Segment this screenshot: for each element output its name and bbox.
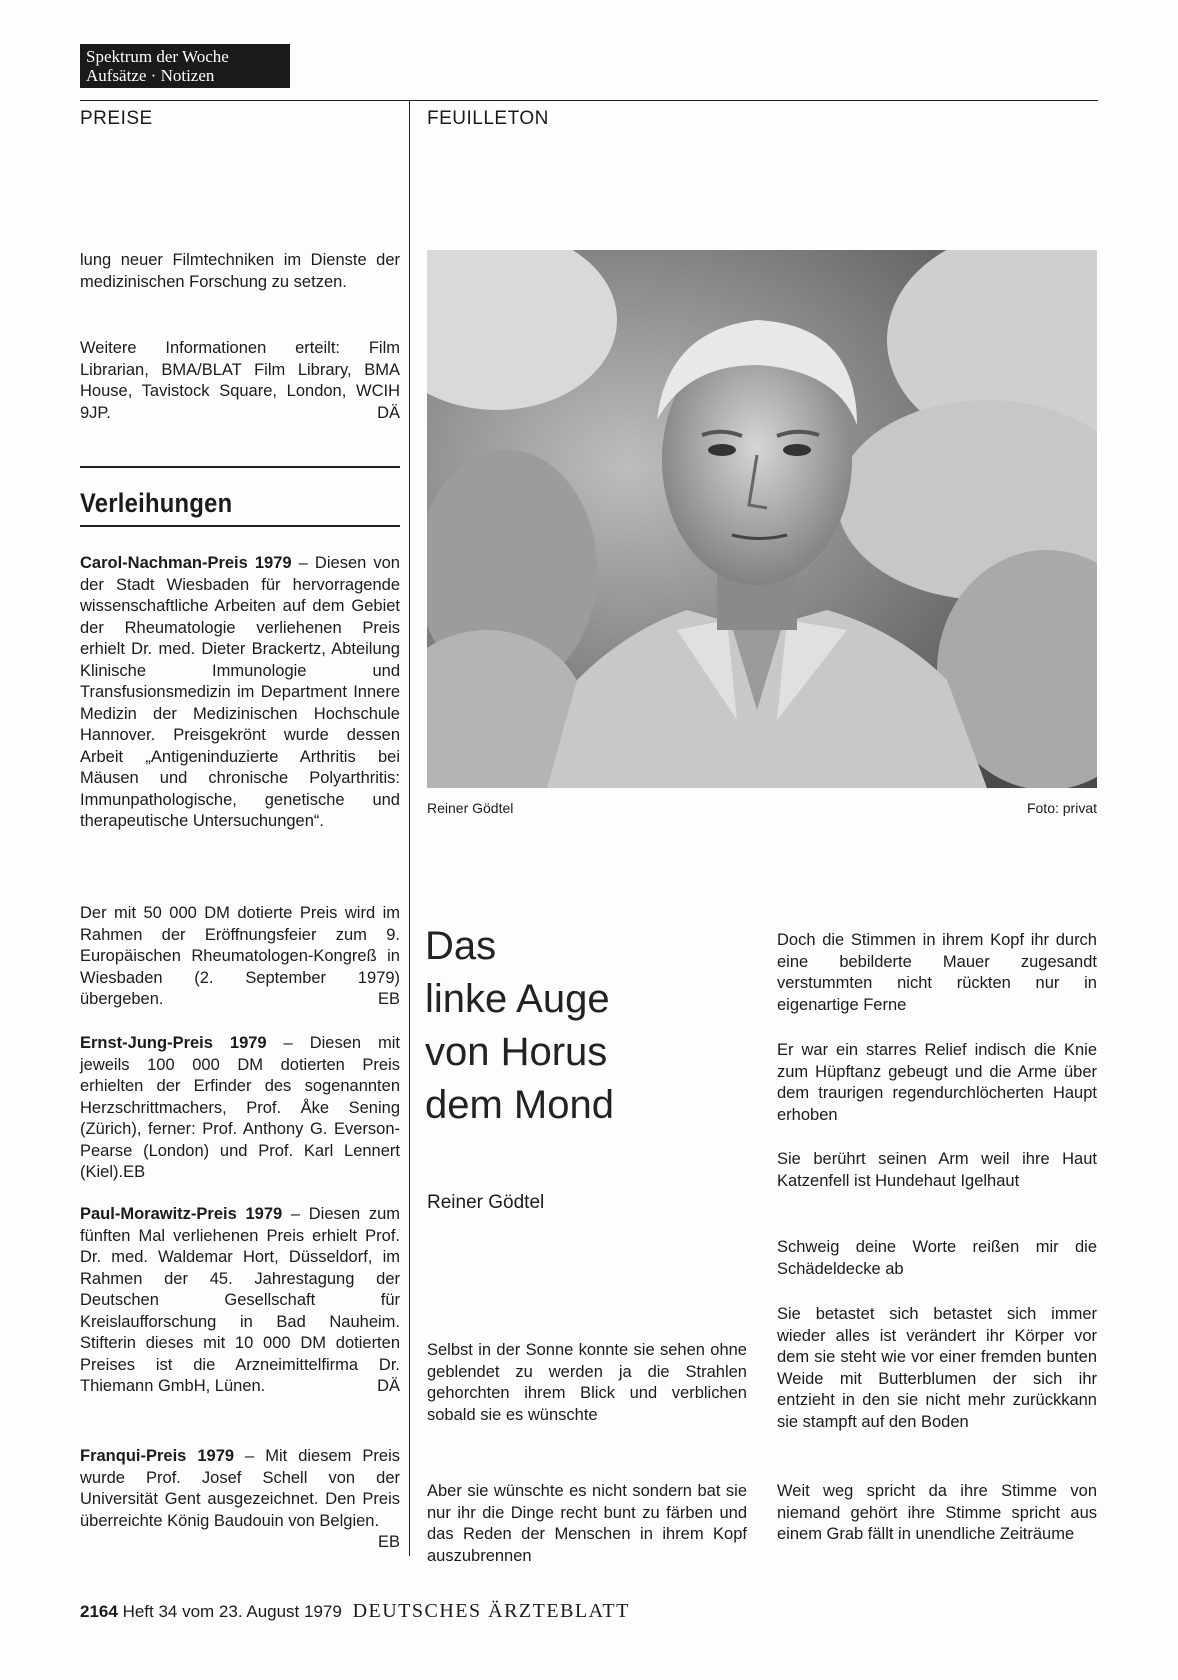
ernst-paragraph	[80, 1033, 400, 1184]
portrait-illustration	[427, 250, 1097, 788]
photo-credit: Foto: privat	[1026, 800, 1097, 816]
header-line-1: Spektrum der Woche	[86, 47, 229, 66]
verleihungen-bottom-rule	[80, 525, 400, 527]
poem-stanza: Er war ein starres Relief indisch die Knie zum Hüpftanz gebeugt und die Arme über dem traurigen regendurchlöcherten Haupt erhoben	[777, 1041, 1097, 1124]
franqui-paragraph	[80, 1446, 400, 1554]
section-label-feuilleton: FEUILLETON	[427, 108, 549, 129]
column-divider	[409, 100, 410, 1556]
page-footer	[80, 1600, 630, 1623]
poem-stanza: Aber sie wünschte es nicht sondern bat sie nur ihr die Dinge recht bunt zu färben und das Reden der Menschen in ihrem Kopf auszubrennen	[427, 1482, 747, 1565]
page-number: 2164	[80, 1602, 118, 1621]
poem-stanza: Schweig deine Worte reißen mir die Schädeldecke ab	[777, 1238, 1097, 1278]
section-header-box	[80, 44, 290, 88]
carol-paragraph	[80, 553, 400, 833]
paul-text: – Diesen zum fünften Mal verliehenen Preis erhielt Prof. Dr. med. Waldemar Hort, Düsseldorf, im Rahmen der 45. Jahrestagung der Deutschen Gesellschaft für Kreislaufforschung in Bad Nauheim. Stifterin dieses mit 10 000 DM dotierten Preises ist die Arzneimittelfirma Dr. Thiemann GmbH, Lünen.	[80, 1205, 400, 1395]
franqui-signature: EB	[377, 1533, 400, 1551]
ernst-signature: EB	[123, 1163, 146, 1181]
info-text: Weitere Informationen erteilt: Film Librarian, BMA/BLAT Film Library, BMA House, Tavistock Square, London, WCIH 9JP.	[80, 339, 400, 422]
carol-title: Carol-Nachman-Preis 1979	[80, 554, 292, 572]
paul-title: Paul-Morawitz-Preis 1979	[80, 1205, 283, 1223]
journal-name: DEUTSCHES ÄRZTEBLATT	[352, 1600, 630, 1622]
verleihungen-top-rule	[80, 466, 400, 468]
photo-caption-name: Reiner Gödtel	[427, 800, 514, 816]
carol-text: – Diesen von der Stadt Wiesbaden für hervorragende wissenschaftliche Arbeiten auf dem Gebiet der Rheumatologie verliehenen Preis erhielt Dr. med. Dieter Brackertz, Abteilung Klinische Immunologie und Transfusionsmedizin im Department Innere Medizin der Medizinischen Hochschule Hannover. Preisgekrönt wurde dessen Arbeit „Antigeninduzierte Arthritis bei Mäusen und chronische Polyarthritis: Immunpathologische, genetische und therapeutische Untersuchungen“.	[80, 554, 400, 830]
franqui-title: Franqui-Preis 1979	[80, 1447, 235, 1465]
carol-text-2: Der mit 50 000 DM dotierte Preis wird im Rahmen der Eröffnungsfeier zum 9. Europäischen Rheumatologen-Kongreß in Wiesbaden (2. September 1979) übergeben.	[80, 904, 400, 1008]
carol-signature: EB	[377, 990, 400, 1008]
poem-stanza: Sie berührt seinen Arm weil ihre Haut Katzenfell ist Hundehaut Igelhaut	[777, 1150, 1097, 1190]
poem-stanza: Sie betastet sich betastet sich immer wieder alles ist verändert ihr Körper vor dem sie steht wie vor einer fremden bunten Weide mit Butterblumen der sich ihr entzieht in den sie nicht mehr zurückkann sie stampft auf den Boden	[777, 1305, 1097, 1431]
poem-title-line-1: Das	[425, 924, 497, 968]
author-portrait-photo	[427, 250, 1097, 788]
ernst-text: – Diesen mit jeweils 100 000 DM dotierten Preis erhielten der Erfinder des sogenannten Herzschrittmachers, Prof. Åke Sening (Zürich), ferner: Prof. Anthony G. Everson-Pearse (London) und Prof. Karl Lennert (Kiel).	[80, 1034, 400, 1181]
poem-author: Reiner Gödtel	[427, 1192, 545, 1213]
issue-info: Heft 34 vom 23. August 1979	[122, 1602, 342, 1621]
franqui-text: – Mit diesem Preis wurde Prof. Josef Schell von der Universität Gent ausgezeichnet. Den Preis überreichte König Baudouin von Belgien.	[80, 1447, 400, 1530]
poem-stanza: Selbst in der Sonne konnte sie sehen ohne geblendet zu werden ja die Strahlen gehorchten ihrem Blick und verblichen sobald sie es wünschte	[427, 1341, 747, 1424]
info-paragraph	[80, 338, 400, 424]
poem-stanza: Weit weg spricht da ihre Stimme von niemand gehört ihre Stimme spricht aus einem Grab fällt in unendliche Zeiträume	[777, 1482, 1097, 1543]
paul-paragraph	[80, 1204, 400, 1398]
header-line-2: Aufsätze · Notizen	[86, 66, 215, 85]
ernst-title: Ernst-Jung-Preis 1979	[80, 1034, 267, 1052]
poem-title-line-3: von Horus	[425, 1030, 608, 1074]
poem-title-line-2: linke Auge	[425, 977, 610, 1021]
paul-signature: DÄ	[377, 1377, 400, 1395]
section-label-preise: PREISE	[80, 108, 153, 129]
poem-stanza: Doch die Stimmen in ihrem Kopf ihr durch eine bebilderte Mauer zugesandt verstummten nicht rückten nur in eigenartige Ferne	[777, 931, 1097, 1014]
verleihungen-heading: Verleihungen	[80, 488, 233, 518]
poem-title	[425, 920, 614, 1132]
carol-paragraph-2	[80, 903, 400, 1011]
top-rule	[80, 100, 1098, 101]
intro-paragraph: lung neuer Filmtechniken im Dienste der medizinischen Forschung zu setzen.	[80, 251, 400, 291]
info-signature: DÄ	[377, 403, 400, 422]
poem-title-line-4: dem Mond	[425, 1083, 614, 1127]
